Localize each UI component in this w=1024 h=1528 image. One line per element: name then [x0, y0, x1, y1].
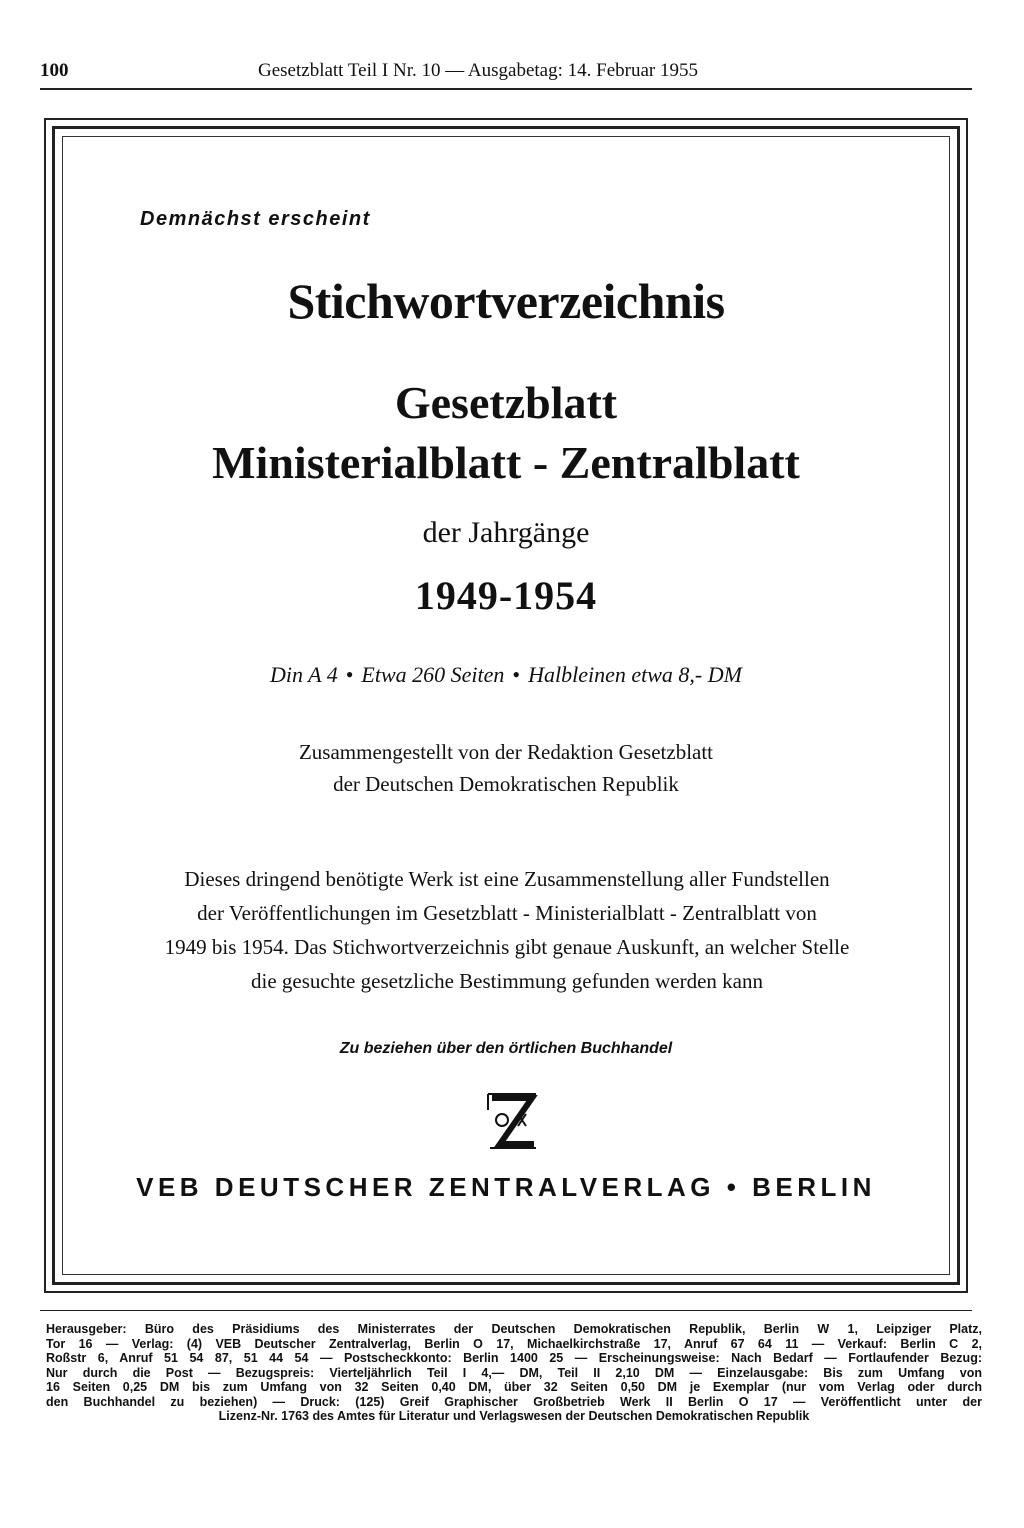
compiled-by — [62, 736, 950, 800]
imprint-line: den Buchhandel zu beziehen) — Druck: (125) Greif Graphischer Großbetrieb Werk II Berlin O 17 — Veröffentlicht unter der — [46, 1394, 982, 1409]
advert-title: Stichwortverzeichnis — [287, 273, 725, 329]
imprint-line: Roßstr 6, Anruf 51 54 87, 51 44 54 — Postscheckkonto: Berlin 1400 25 — Erscheinungsweise: Nach Bedarf — Fortlaufender Bezug: — [46, 1351, 982, 1365]
imprint-line: Lizenz-Nr. 1763 des Amtes für Literatur und Verlagswesen der Deutschen Demokratischen Republik — [218, 1409, 810, 1423]
compiled-by-line: Zusammengestellt von der Redaktion Gesetzblatt — [298, 740, 714, 764]
years-label: der Jahrgänge — [422, 516, 590, 549]
compiled-by-line: der Deutschen Demokratischen Republik — [333, 772, 679, 796]
footer-rule — [40, 1310, 972, 1311]
description-line: der Veröffentlichungen im Gesetzblatt - Ministerialblatt - Zentralblatt von — [197, 901, 817, 925]
imprint-line: Nur durch die Post — Bezugspreis: Vierteljährlich Teil I 4,— DM, Teil II 2,10 DM — Einzelausgabe: Bis zum Umfang von — [46, 1365, 982, 1380]
announcement: Demnächst erscheint — [140, 208, 371, 230]
obtain-note: Zu beziehen über den örtlichen Buchhandel — [339, 1040, 673, 1057]
imprint — [46, 1322, 982, 1424]
header-title: Gesetzblatt Teil I Nr. 10 — Ausgabetag: 14. Februar 1955 — [258, 60, 698, 81]
imprint-line: Tor 16 — Verlag: (4) VEB Deutscher Zentralverlag, Berlin O 17, Michaelkirchstraße 17, Anruf 67 64 11 — Verkauf: Berlin C 2, — [46, 1336, 982, 1351]
spec-format: Din A 4 — [270, 662, 338, 687]
spec-price: Halbleinen etwa 8,- DM — [528, 662, 742, 687]
description — [140, 862, 874, 998]
spec-pages: Etwa 260 Seiten — [361, 662, 505, 687]
page-header — [40, 60, 972, 84]
publisher-logo-icon — [484, 1090, 540, 1152]
advert-subtitle-ministerialblatt: Ministerialblatt - Zentralblatt — [212, 437, 800, 488]
book-specs — [62, 662, 950, 688]
page-number: 100 — [40, 60, 69, 81]
header-rule — [40, 88, 972, 90]
advert-subtitle-gesetzblatt: Gesetzblatt — [394, 377, 618, 428]
bullet-icon: • — [512, 662, 521, 687]
bullet-icon: • — [345, 662, 354, 687]
description-line: 1949 bis 1954. Das Stichwortverzeichnis gibt genaue Auskunft, an welcher Stelle — [164, 935, 850, 959]
description-line: Dieses dringend benötigte Werk ist eine Zusammenstellung aller Fundstellen — [184, 867, 830, 891]
imprint-line: 16 Seiten 0,25 DM bis zum Umfang von 32 Seiten 0,40 DM, über 32 Seiten 0,50 DM je Exemplar (nur vom Verlag oder durch — [46, 1380, 982, 1394]
publisher-name: VEB DEUTSCHER ZENTRALVERLAG • BERLIN — [136, 1172, 876, 1202]
years-range: 1949-1954 — [414, 573, 598, 618]
description-line: die gesuchte gesetzliche Bestimmung gefunden werden kann — [251, 969, 763, 993]
imprint-line: Herausgeber: Büro des Präsidiums des Ministerrates der Deutschen Demokratischen Republik, Berlin W 1, Leipziger Platz, — [46, 1322, 982, 1336]
